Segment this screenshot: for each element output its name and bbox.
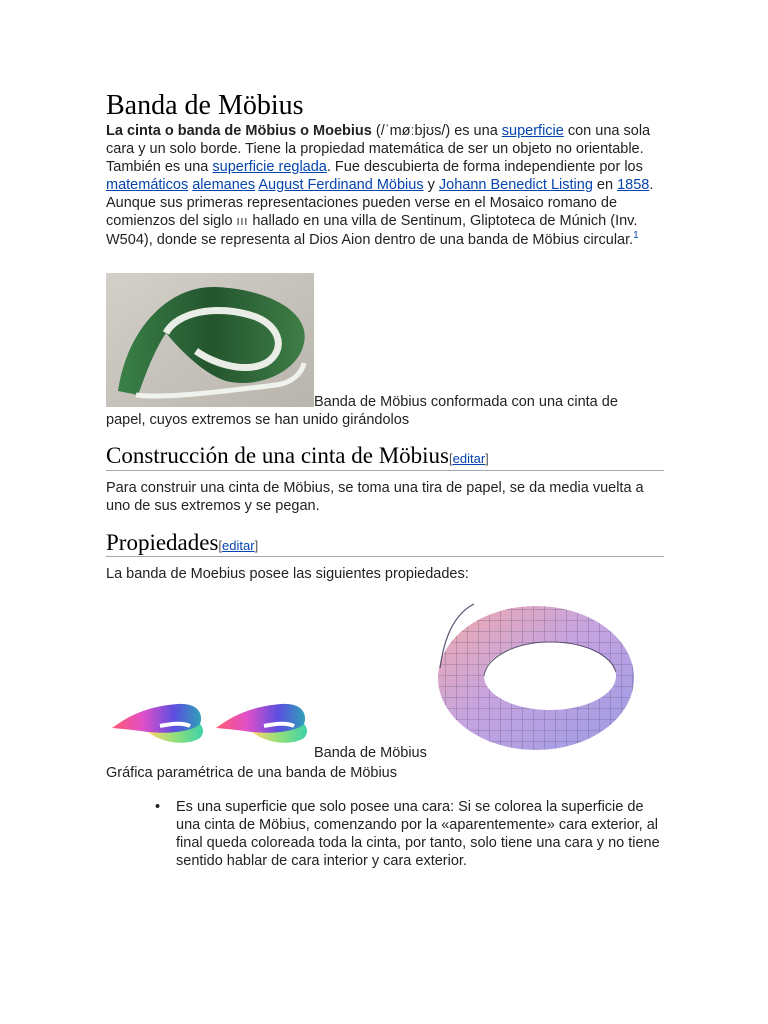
link-johann-benedict-listing[interactable]: Johann Benedict Listing — [438, 177, 593, 193]
link-alemanes[interactable]: alemanes — [192, 177, 256, 193]
list-item — [155, 798, 660, 870]
link-august-ferdinand-mobius[interactable]: August Ferdinand Möbius — [258, 177, 424, 193]
grid-mobius-graphic — [434, 598, 638, 754]
grid-mobius-image — [434, 598, 638, 754]
section-divider — [106, 470, 664, 471]
mobius-paper-photo — [106, 273, 314, 407]
construccion-paragraph: Para construir una cinta de Möbius, se toma una tira de papel, se da media vuelta a uno de sus extremos y se pegan. — [106, 480, 644, 514]
intro-bold-lead: La cinta o banda de Möbius o Moebius — [106, 123, 372, 139]
edit-bracket: ] — [254, 538, 259, 553]
intro-text: hallado en una villa de Sentinum, Gliptoteca de Múnich (Inv. W504), donde se representa al Dios Aion dentro de una banda de Möbius circular. — [106, 213, 638, 248]
intro-text: . Aunque sus primeras representaciones pueden verse en el Mosaico romano de comienzos del siglo — [106, 177, 654, 229]
parametric-mobius-image — [108, 694, 314, 750]
edit-link-construccion[interactable]: editar — [452, 451, 486, 466]
roman-numeral: III — [236, 216, 249, 228]
intro-text: ) es una — [445, 123, 502, 139]
properties-list — [155, 798, 660, 870]
figure1-caption: Banda de Möbius conformada con una cinta de papel, cuyos extremos se han unido girándolos — [106, 394, 618, 428]
reference-link[interactable]: 1 — [633, 230, 639, 242]
figure2-caption: Gráfica paramétrica de una banda de Möbius — [106, 765, 397, 781]
figure3-caption: Banda de Möbius — [314, 745, 427, 761]
intro-text: y — [423, 177, 439, 193]
edit-bracket: [ — [449, 451, 453, 466]
list-item-text: Es una superficie que solo posee una cara: Si se colorea la superficie de una cinta de Möbius, comenzando por la «aparentemente» cara exterior, al final queda coloreada toda la cinta, por tanto, solo tiene una cara y no tiene sentido hablar de cara interior y cara exterior. — [176, 799, 660, 869]
page-title: Banda de Möbius — [106, 90, 304, 121]
section-title: Construcción de una cinta de Möbius — [106, 443, 450, 468]
edit-bracket: [ — [218, 538, 223, 553]
intro-text: . Fue descubierta de forma independiente por los — [326, 159, 643, 175]
propiedades-paragraph: La banda de Moebius posee las siguientes propiedades: — [106, 566, 469, 582]
link-superficie[interactable]: superficie — [501, 123, 564, 139]
edit-link-propiedades[interactable]: editar — [222, 538, 255, 553]
section-heading-propiedades — [106, 530, 258, 556]
section-heading-construccion — [106, 443, 489, 469]
intro-paragraph — [106, 122, 660, 249]
link-superficie-reglada[interactable]: superficie reglada — [212, 159, 327, 175]
intro-text: en — [592, 177, 618, 193]
link-matematicos[interactable]: matemáticos — [106, 177, 189, 193]
intro-text: ( — [371, 123, 381, 139]
section-divider — [106, 556, 664, 557]
parametric-mobius-graphic — [108, 694, 314, 750]
mobius-paper-image — [106, 273, 314, 407]
intro-text: con una sola cara y un solo borde. Tiene la propiedad matemática de ser un objeto no orientable. También es una — [106, 123, 651, 175]
section-title: Propiedades — [106, 530, 219, 555]
link-1858[interactable]: 1858 — [617, 177, 650, 193]
edit-bracket: ] — [485, 451, 489, 466]
bullet-icon: • — [155, 799, 161, 815]
pronunciation-link[interactable]: /ˈmøːbjʊs/ — [380, 123, 446, 139]
